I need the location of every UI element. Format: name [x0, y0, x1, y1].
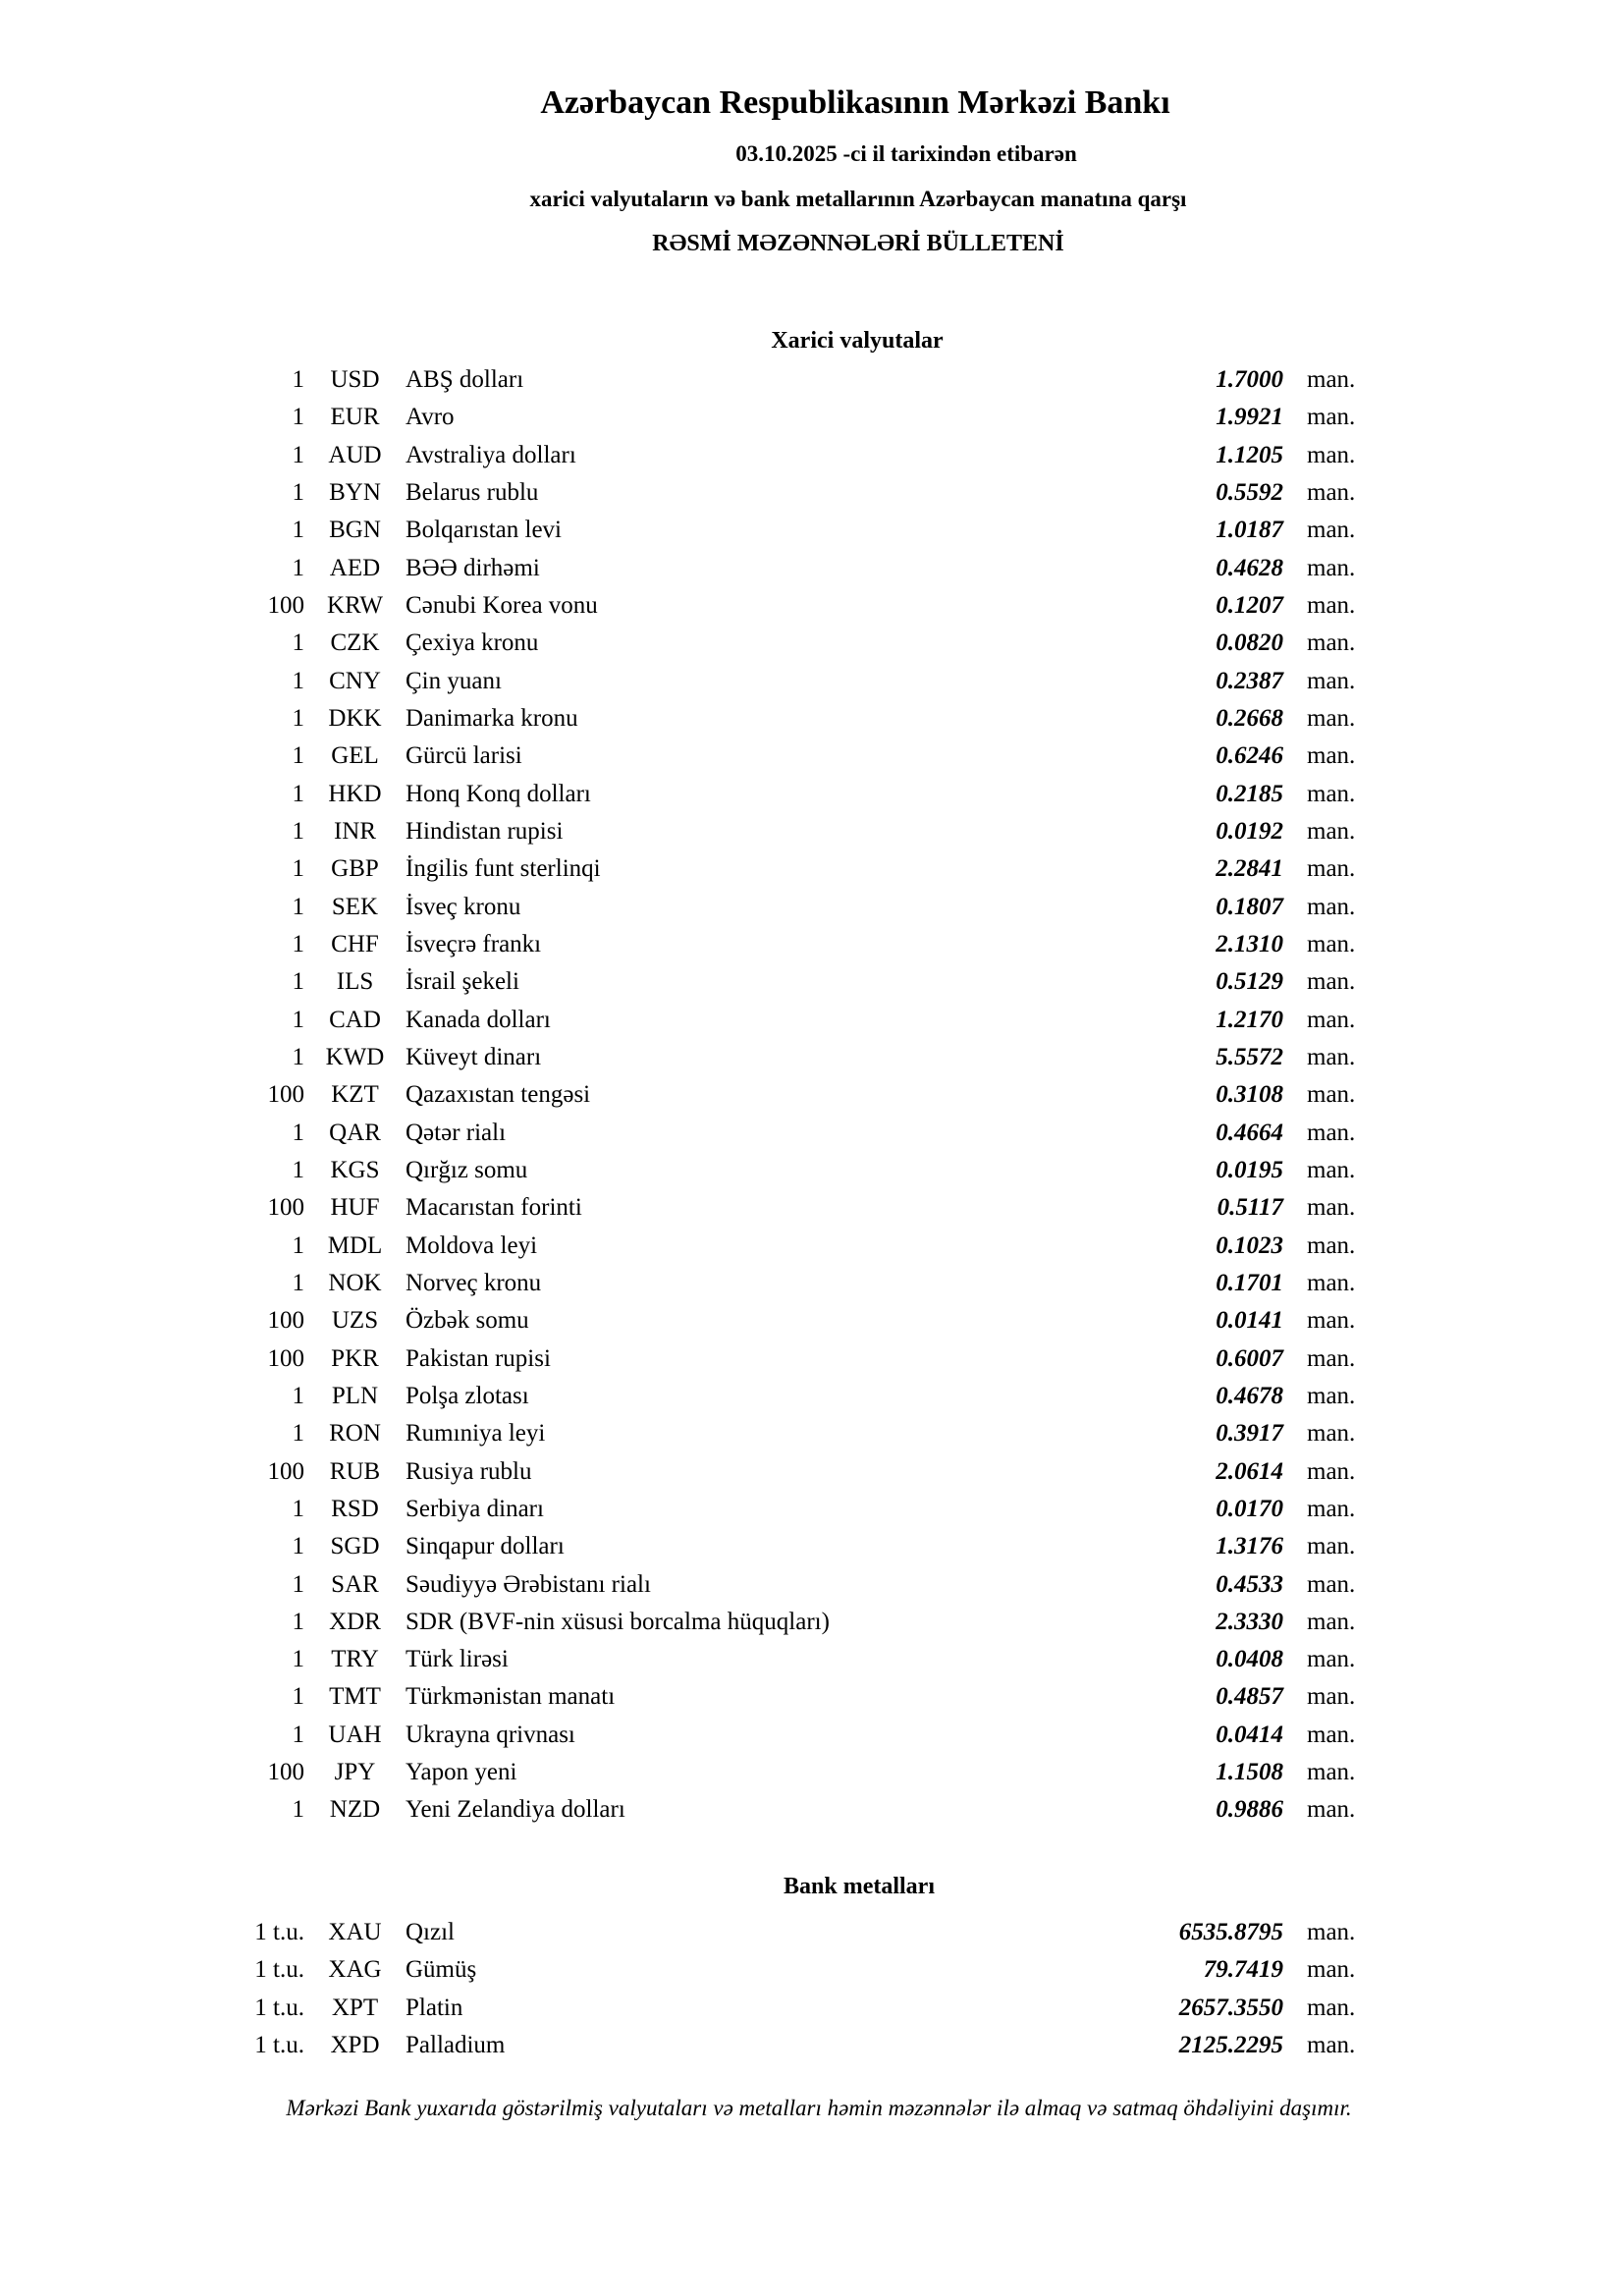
currency-code-cell: SGD: [330, 1533, 380, 1560]
rate-value-cell: 0.6007: [1216, 1344, 1283, 1372]
rate-value-cell: 0.3917: [1216, 1420, 1283, 1448]
quantity-cell: 1: [292, 1156, 304, 1183]
quantity-cell: 1: [292, 968, 304, 996]
quantity-cell: 1: [292, 366, 304, 393]
quantity-cell: 1: [292, 780, 304, 807]
unit-label-cell: man.: [1307, 1194, 1356, 1222]
quantity-cell: 1: [292, 704, 304, 732]
currency-name-cell: Hindistan rupisi: [406, 817, 564, 845]
metal-rates-table: [0, 1914, 1624, 2064]
unit-label-cell: man.: [1307, 1533, 1356, 1560]
quantity-cell: 1: [292, 554, 304, 581]
currency-name-cell: Yeni Zelandiya dolları: [406, 1796, 625, 1824]
rate-value-cell: 0.5592: [1216, 478, 1283, 506]
quantity-cell: 1: [292, 1269, 304, 1296]
currency-name-cell: İsveçrə frankı: [406, 930, 542, 957]
currency-row: [0, 1791, 1624, 1829]
rate-value-cell: 1.3176: [1216, 1533, 1283, 1560]
currency-row: [0, 1604, 1624, 1641]
quantity-cell: 100: [267, 1194, 304, 1222]
currency-name-cell: İsveç kronu: [406, 893, 521, 920]
unit-label-cell: man.: [1307, 930, 1356, 957]
quantity-cell: 100: [267, 1457, 304, 1485]
disclaimer-text: Mərkəzi Bank yuxarıda göstərilmiş valyutaları və metalları həmin məzənnələr ilə almaq və satmaq öhdəliyini daşımır.: [286, 2096, 1352, 2120]
currency-code-cell: UZS: [331, 1307, 379, 1335]
rate-value-cell: 5.5572: [1216, 1043, 1283, 1070]
quantity-cell: 1: [292, 1043, 304, 1070]
quantity-cell: 1: [292, 1420, 304, 1448]
rate-value-cell: 79.7419: [1203, 1956, 1283, 1984]
currency-row: [0, 663, 1624, 700]
currency-code-cell: SEK: [331, 893, 379, 920]
currency-name-cell: Pakistan rupisi: [406, 1344, 551, 1372]
metal-row: [0, 2027, 1624, 2064]
unit-label-cell: man.: [1307, 1307, 1356, 1335]
effective-date-line: 03.10.2025 -ci il tarixindən etibarən: [735, 141, 1077, 166]
currency-code-cell: CNY: [329, 667, 381, 694]
unit-label-cell: man.: [1307, 817, 1356, 845]
currency-name-cell: Yapon yeni: [406, 1759, 517, 1786]
quantity-cell: 1: [292, 1646, 304, 1673]
currency-row: [0, 1228, 1624, 1265]
unit-label-cell: man.: [1307, 1994, 1356, 2021]
currency-name-cell: Avro: [406, 404, 455, 431]
rate-value-cell: 1.9921: [1216, 404, 1283, 431]
currency-row: [0, 1340, 1624, 1378]
rate-value-cell: 2.2841: [1216, 855, 1283, 883]
rate-value-cell: 0.2185: [1216, 780, 1283, 807]
currency-row: [0, 1265, 1624, 1302]
currency-code-cell: SAR: [331, 1570, 379, 1598]
rate-value-cell: 0.0820: [1216, 629, 1283, 657]
rate-value-cell: 0.0170: [1216, 1495, 1283, 1522]
currency-code-cell: CAD: [329, 1006, 381, 1033]
currency-code-cell: TMT: [329, 1683, 381, 1711]
unit-label-cell: man.: [1307, 1457, 1356, 1485]
currency-code-cell: JPY: [334, 1759, 376, 1786]
rate-value-cell: 0.5117: [1217, 1194, 1283, 1222]
currency-row: [0, 1717, 1624, 1754]
unit-label-cell: man.: [1307, 780, 1356, 807]
unit-label-cell: man.: [1307, 1759, 1356, 1786]
currency-code-cell: RUB: [329, 1457, 381, 1485]
currency-code-cell: XPT: [331, 1994, 379, 2021]
unit-label-cell: man.: [1307, 1269, 1356, 1296]
unit-label-cell: man.: [1307, 591, 1356, 619]
rate-value-cell: 0.2387: [1216, 667, 1283, 694]
rate-value-cell: 2.3330: [1216, 1608, 1283, 1635]
currency-name-cell: ABŞ dolları: [406, 366, 524, 393]
quantity-cell: 100: [267, 1759, 304, 1786]
currency-row: [0, 437, 1624, 474]
unit-label-cell: man.: [1307, 893, 1356, 920]
quantity-cell: 1: [292, 441, 304, 468]
currency-name-cell: Ukrayna qrivnası: [406, 1721, 575, 1748]
rate-value-cell: 1.0187: [1216, 517, 1283, 544]
currency-name-cell: SDR (BVF-nin xüsusi borcalma hüquqları): [406, 1608, 830, 1635]
bulletin-subtitle: xarici valyutaların və bank metallarının Azərbaycan manatına qarşı: [529, 187, 1187, 211]
currency-row: [0, 1076, 1624, 1114]
unit-label-cell: man.: [1307, 1721, 1356, 1748]
rate-value-cell: 0.3108: [1216, 1081, 1283, 1109]
unit-label-cell: man.: [1307, 404, 1356, 431]
currency-code-cell: CZK: [330, 629, 380, 657]
currency-code-cell: UAH: [328, 1721, 382, 1748]
currency-code-cell: HUF: [330, 1194, 380, 1222]
currency-rates-table: [0, 361, 1624, 1830]
currency-name-cell: Türkmənistan manatı: [406, 1683, 616, 1711]
currency-row: [0, 399, 1624, 436]
rate-value-cell: 0.4628: [1216, 554, 1283, 581]
unit-label-cell: man.: [1307, 1796, 1356, 1824]
rate-value-cell: 1.1508: [1216, 1759, 1283, 1786]
currency-row: [0, 1378, 1624, 1415]
unit-label-cell: man.: [1307, 1683, 1356, 1711]
unit-label-cell: man.: [1307, 1919, 1356, 1945]
currency-name-cell: Qırğız somu: [406, 1156, 528, 1183]
currency-name-cell: Özbək somu: [406, 1307, 529, 1335]
currency-code-cell: USD: [330, 366, 380, 393]
rate-value-cell: 2.0614: [1216, 1457, 1283, 1485]
currency-name-cell: Polşa zlotası: [406, 1382, 529, 1409]
rate-value-cell: 0.0195: [1216, 1156, 1283, 1183]
currency-row: [0, 1453, 1624, 1491]
unit-label-cell: man.: [1307, 1006, 1356, 1033]
rate-value-cell: 0.0192: [1216, 817, 1283, 845]
unit-label-cell: man.: [1307, 441, 1356, 468]
rate-value-cell: 0.0141: [1216, 1307, 1283, 1335]
currency-row: [0, 474, 1624, 512]
currency-row: [0, 512, 1624, 549]
currency-code-cell: PLN: [331, 1382, 379, 1409]
metals-section-title: Bank metalları: [784, 1874, 935, 1899]
unit-label-cell: man.: [1307, 1420, 1356, 1448]
quantity-cell: 1 t.u.: [254, 1994, 304, 2021]
currency-name-cell: Gümüş: [406, 1956, 477, 1984]
currency-row: [0, 738, 1624, 775]
currency-name-cell: Sinqapur dolları: [406, 1533, 565, 1560]
currency-name-cell: Cənubi Korea vonu: [406, 591, 598, 619]
currency-row: [0, 1641, 1624, 1678]
quantity-cell: 1: [292, 1570, 304, 1598]
currency-row: [0, 1152, 1624, 1189]
rate-value-cell: 0.1207: [1216, 591, 1283, 619]
currency-name-cell: Rumıniya leyi: [406, 1420, 546, 1448]
currency-name-cell: Gürcü larisi: [406, 742, 522, 770]
currency-row: [0, 889, 1624, 926]
quantity-cell: 100: [267, 1344, 304, 1372]
currency-name-cell: Honq Konq dolları: [406, 780, 591, 807]
quantity-cell: 1: [292, 1006, 304, 1033]
currency-name-cell: Çin yuanı: [406, 667, 502, 694]
quantity-cell: 1: [292, 667, 304, 694]
currency-code-cell: QAR: [329, 1119, 381, 1146]
currency-code-cell: EUR: [330, 404, 380, 431]
currency-row: [0, 700, 1624, 738]
unit-label-cell: man.: [1307, 2031, 1356, 2058]
currency-name-cell: Çexiya kronu: [406, 629, 539, 657]
unit-label-cell: man.: [1307, 1081, 1356, 1109]
quantity-cell: 1: [292, 930, 304, 957]
rate-value-cell: 0.0414: [1216, 1721, 1283, 1748]
currency-name-cell: Avstraliya dolları: [406, 441, 576, 468]
currency-code-cell: CHF: [331, 930, 379, 957]
currency-row: [0, 1002, 1624, 1039]
currency-row: [0, 926, 1624, 963]
unit-label-cell: man.: [1307, 667, 1356, 694]
currency-code-cell: AED: [329, 554, 381, 581]
metal-row: [0, 1990, 1624, 2027]
quantity-cell: 1: [292, 517, 304, 544]
quantity-cell: 1: [292, 1382, 304, 1409]
unit-label-cell: man.: [1307, 517, 1356, 544]
currency-code-cell: XPD: [330, 2031, 380, 2058]
rate-value-cell: 0.4533: [1216, 1570, 1283, 1598]
currency-row: [0, 1491, 1624, 1528]
currency-name-cell: Norveç kronu: [406, 1269, 542, 1296]
rate-value-cell: 0.4664: [1216, 1119, 1283, 1146]
currency-row: [0, 963, 1624, 1001]
currency-row: [0, 625, 1624, 662]
currency-name-cell: Platin: [406, 1994, 463, 2021]
currency-row: [0, 1302, 1624, 1339]
quantity-cell: 1: [292, 855, 304, 883]
currency-code-cell: RSD: [331, 1495, 379, 1522]
currency-name-cell: Macarıstan forinti: [406, 1194, 582, 1222]
currency-row: [0, 550, 1624, 587]
currency-row: [0, 1566, 1624, 1604]
currency-row: [0, 361, 1624, 399]
currency-name-cell: Moldova leyi: [406, 1231, 538, 1259]
rate-value-cell: 0.6246: [1216, 742, 1283, 770]
quantity-cell: 1: [292, 1119, 304, 1146]
currency-name-cell: İsrail şekeli: [406, 968, 519, 996]
unit-label-cell: man.: [1307, 629, 1356, 657]
currency-code-cell: XDR: [329, 1608, 381, 1635]
currency-row: [0, 813, 1624, 850]
rate-value-cell: 2657.3550: [1178, 1994, 1283, 2021]
bulletin-title: RƏSMİ MƏZƏNNƏLƏRİ BÜLLETENİ: [652, 231, 1064, 256]
unit-label-cell: man.: [1307, 366, 1356, 393]
currency-code-cell: BGN: [329, 517, 381, 544]
currency-code-cell: AUD: [328, 441, 382, 468]
rate-value-cell: 0.2668: [1216, 704, 1283, 732]
quantity-cell: 1: [292, 1683, 304, 1711]
currency-row: [0, 1115, 1624, 1152]
currency-row: [0, 850, 1624, 888]
currency-code-cell: TRY: [331, 1646, 379, 1673]
currency-name-cell: Belarus rublu: [406, 478, 539, 506]
quantity-cell: 1: [292, 1231, 304, 1259]
quantity-cell: 1 t.u.: [254, 2031, 304, 2058]
rate-value-cell: 1.2170: [1216, 1006, 1283, 1033]
currency-name-cell: Qazaxıstan tengəsi: [406, 1081, 591, 1109]
quantity-cell: 1: [292, 1495, 304, 1522]
currency-row: [0, 1754, 1624, 1791]
currency-name-cell: Qətər rialı: [406, 1119, 507, 1146]
currency-code-cell: GBP: [331, 855, 379, 883]
quantity-cell: 1 t.u.: [254, 1919, 304, 1945]
quantity-cell: 1: [292, 629, 304, 657]
currency-code-cell: INR: [333, 817, 377, 845]
rate-value-cell: 0.4857: [1216, 1683, 1283, 1711]
metal-row: [0, 1951, 1624, 1989]
metal-row: [0, 1914, 1624, 1951]
currency-name-cell: Qızıl: [406, 1919, 455, 1945]
currency-name-cell: Türk lirəsi: [406, 1646, 509, 1673]
unit-label-cell: man.: [1307, 704, 1356, 732]
unit-label-cell: man.: [1307, 1382, 1356, 1409]
currency-code-cell: KZT: [331, 1081, 379, 1109]
quantity-cell: 1: [292, 1721, 304, 1748]
currency-code-cell: XAU: [328, 1919, 382, 1945]
currency-code-cell: XAG: [328, 1956, 382, 1984]
currency-name-cell: BƏƏ dirhəmi: [406, 554, 540, 581]
currency-name-cell: Palladium: [406, 2031, 506, 2058]
currency-code-cell: MDL: [327, 1231, 383, 1259]
currency-name-cell: İngilis funt sterlinqi: [406, 855, 601, 883]
rate-value-cell: 6535.8795: [1178, 1919, 1283, 1945]
rate-value-cell: 0.0408: [1216, 1646, 1283, 1673]
quantity-cell: 100: [267, 1081, 304, 1109]
rate-value-cell: 0.1807: [1216, 893, 1283, 920]
unit-label-cell: man.: [1307, 554, 1356, 581]
rate-value-cell: 2125.2295: [1178, 2031, 1283, 2058]
currency-name-cell: Səudiyyə Ərəbistanı rialı: [406, 1570, 651, 1598]
currency-code-cell: NOK: [328, 1269, 382, 1296]
currency-code-cell: PKR: [331, 1344, 379, 1372]
unit-label-cell: man.: [1307, 1231, 1356, 1259]
quantity-cell: 1: [292, 1608, 304, 1635]
currency-row: [0, 1528, 1624, 1565]
unit-label-cell: man.: [1307, 1570, 1356, 1598]
currency-code-cell: DKK: [328, 704, 382, 732]
unit-label-cell: man.: [1307, 478, 1356, 506]
unit-label-cell: man.: [1307, 1646, 1356, 1673]
currency-name-cell: Danimarka kronu: [406, 704, 578, 732]
quantity-cell: 1: [292, 478, 304, 506]
currency-code-cell: HKD: [328, 780, 382, 807]
unit-label-cell: man.: [1307, 1956, 1356, 1984]
currency-row: [0, 587, 1624, 625]
currency-name-cell: Küveyt dinarı: [406, 1043, 542, 1070]
currency-row: [0, 1189, 1624, 1227]
quantity-cell: 1: [292, 404, 304, 431]
currency-code-cell: NZD: [329, 1796, 381, 1824]
currency-name-cell: Kanada dolları: [406, 1006, 551, 1033]
currency-code-cell: KGS: [330, 1156, 380, 1183]
rate-value-cell: 1.1205: [1216, 441, 1283, 468]
quantity-cell: 1: [292, 1796, 304, 1824]
currency-code-cell: RON: [329, 1420, 381, 1448]
currency-code-cell: GEL: [331, 742, 379, 770]
unit-label-cell: man.: [1307, 968, 1356, 996]
unit-label-cell: man.: [1307, 1043, 1356, 1070]
currency-name-cell: Rusiya rublu: [406, 1457, 532, 1485]
currency-row: [0, 1415, 1624, 1452]
rate-value-cell: 0.1701: [1216, 1269, 1283, 1296]
unit-label-cell: man.: [1307, 742, 1356, 770]
rate-value-cell: 1.7000: [1216, 366, 1283, 393]
rate-value-cell: 0.5129: [1216, 968, 1283, 996]
currency-name-cell: Bolqarıstan levi: [406, 517, 562, 544]
bank-name-title: Azərbaycan Respublikasının Mərkəzi Bankı: [540, 84, 1170, 121]
rate-value-cell: 2.1310: [1216, 930, 1283, 957]
unit-label-cell: man.: [1307, 1119, 1356, 1146]
rate-value-cell: 0.1023: [1216, 1231, 1283, 1259]
unit-label-cell: man.: [1307, 1156, 1356, 1183]
rate-value-cell: 0.4678: [1216, 1382, 1283, 1409]
currency-code-cell: BYN: [329, 478, 381, 506]
unit-label-cell: man.: [1307, 855, 1356, 883]
currencies-section-title: Xarici valyutalar: [771, 328, 944, 354]
quantity-cell: 1 t.u.: [254, 1956, 304, 1984]
currency-code-cell: KWD: [325, 1043, 385, 1070]
rate-value-cell: 0.9886: [1216, 1796, 1283, 1824]
quantity-cell: 1: [292, 742, 304, 770]
quantity-cell: 100: [267, 1307, 304, 1335]
unit-label-cell: man.: [1307, 1495, 1356, 1522]
currency-name-cell: Serbiya dinarı: [406, 1495, 544, 1522]
currency-row: [0, 776, 1624, 813]
quantity-cell: 1: [292, 817, 304, 845]
unit-label-cell: man.: [1307, 1608, 1356, 1635]
currency-row: [0, 1039, 1624, 1076]
quantity-cell: 1: [292, 893, 304, 920]
unit-label-cell: man.: [1307, 1344, 1356, 1372]
quantity-cell: 100: [267, 591, 304, 619]
currency-code-cell: ILS: [336, 968, 374, 996]
currency-code-cell: KRW: [327, 591, 383, 619]
currency-row: [0, 1678, 1624, 1716]
quantity-cell: 1: [292, 1533, 304, 1560]
